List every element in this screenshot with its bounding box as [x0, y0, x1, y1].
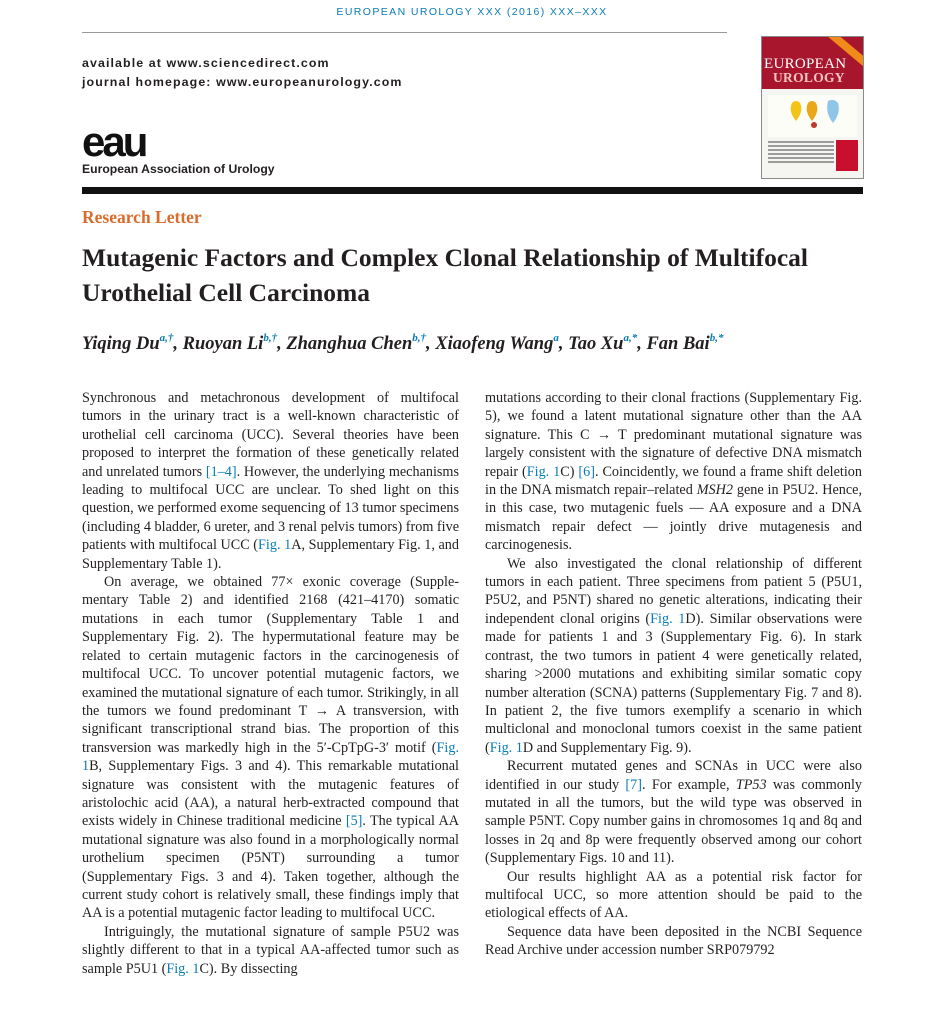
- gene-name-text: TP53: [735, 776, 767, 793]
- association-name: European Association of Urology: [82, 162, 275, 176]
- running-head: EUROPEAN UROLOGY XXX (2016) XXX–XXX: [336, 6, 608, 18]
- author-affiliation-link[interactable]: b,*: [709, 332, 724, 344]
- paragraph-text: On average, we obtained 77× exonic coverage (Supplementary Table 2) and identified 2168 (421–4170) somatic mutations in each tumor (Supplementary Table 1 and Supplementary Fig. 2). The hypermutational feature may be related to certain mutagenic factors in the carcinogenesis of multifocal UCC. To uncover potential mutagenic factors, we examined the mutational signature of each tumor. Strikingly, in all the tumors we found predominant T → A transversion, with significant transcriptional strand bias. The proportion of this transversion was markedly high in the 5′-CpTpG-3′ motif (: [82, 574, 459, 756]
- author-affiliation-link[interactable]: b,†: [263, 332, 278, 344]
- paragraph-text: Recurrent mutated genes and SCNAs in UCC were also identified in our study: [485, 758, 862, 793]
- body-paragraph: [485, 757, 862, 867]
- author-name: Yiqing Du: [82, 334, 160, 354]
- paragraph-text: was commonly mutated in all the tumors, but the wild type was observed in sample P5NT. Copy number gains in chromosomes 1q and 8q and losses in 2q and 8p were frequently observed among our cohort (Supplementary Figs. 10 and 11).: [485, 776, 863, 867]
- author-affiliation-link[interactable]: a,†: [159, 332, 174, 344]
- paragraph-text: C). By dissecting: [199, 960, 298, 977]
- paragraph-text: D and Supplementary Fig. 9).: [522, 739, 692, 756]
- author-separator: ,: [277, 334, 287, 354]
- header-rule: [82, 32, 727, 33]
- cover-banner: [762, 37, 863, 89]
- reference-link[interactable]: Fig. 1: [650, 610, 686, 627]
- paragraph-text: We also investigated the clonal relationship of different tumors in each patient. Three specimens from patient 5 (P5U1, P5U2, and P5NT) shared no genetic alterations, indicating their independent clonal origins (: [485, 555, 862, 627]
- author-separator: ,: [173, 334, 183, 354]
- paragraph-text: gene in P5U2. Hence, in this case, two mutagenic fuels — AA exposure and a DNA mismatch repair defect — jointly drive mutagenesis and carcinogenesis.: [485, 482, 862, 554]
- cover-impact-badge: [836, 140, 858, 171]
- body-paragraph: [485, 555, 862, 757]
- author-name: Zhanghua Chen: [286, 334, 413, 354]
- gene-name-text: MSH2: [696, 482, 733, 499]
- paragraph-text: C): [560, 463, 579, 480]
- author-name: Ruoyan Li: [182, 334, 264, 354]
- author-name: Xiaofeng Wang: [435, 334, 554, 354]
- paragraph-text: Synchronous and metachronous development of multifocal tumors in the urinary tract is a well-known characteristic of urothelial cell carcinoma (UCC). Several theories have been proposed to interpret the formation of these genetically related and unrelated tumors: [82, 390, 459, 480]
- journal-info: [82, 54, 402, 92]
- journal-homepage-link[interactable]: journal homepage: www.europeanurology.com: [82, 75, 403, 89]
- cover-title-line2: UROLOGY: [773, 70, 845, 85]
- author-separator: ,: [558, 334, 569, 354]
- cover-title-line1: EUROPEAN: [764, 56, 847, 72]
- reference-link[interactable]: Fig. 1: [526, 463, 561, 480]
- paragraph-text: Our results highlight AA as a potential risk factor for multifocal UCC, so more attention should be paid to the etiological effects of AA.: [485, 868, 862, 922]
- cover-contents-lines: [768, 141, 834, 165]
- paragraph-text: . Coincidently, we found a frame shift deletion in the DNA mismatch repair–related: [485, 463, 862, 499]
- body-column-right: [485, 389, 862, 960]
- author-separator: ,: [637, 334, 647, 354]
- paragraph-text: A, Supplementary Fig. 1, and Supplementary Table 1).: [82, 537, 459, 572]
- eau-logo: [82, 122, 172, 162]
- cover-title: [764, 57, 846, 85]
- body-column-left: [82, 389, 459, 978]
- paragraph-text: mutations according to their clonal fractions (Supplementary Fig. 5), we found a latent mutational signature other than the AA signature. This C → T predominant mutational signature was largely consistent with the signature of defective DNA mismatch repair (: [485, 390, 862, 480]
- reference-link[interactable]: [1–4]: [205, 463, 237, 480]
- article-type-label: Research Letter: [82, 207, 202, 227]
- body-paragraph: [485, 868, 862, 923]
- body-paragraph: [485, 923, 862, 960]
- reference-link[interactable]: Fig. 1: [489, 739, 523, 756]
- reference-link[interactable]: [7]: [625, 776, 642, 793]
- paragraph-text: D). Similar observations were made for patients 1 and 3 (Supplementary Fig. 6). In stark contrast, the two tumors in patient 4 were genetically related, sharing >2000 mutations and exhibiting similar somatic copy number alteration (SCNA) patterns (Supplementary Fig. 7 and 8). In patient 2, the five tumors exemplify a scenario in which multiclonal and monoclonal tumors coexist in the same patient (: [485, 610, 862, 756]
- author-affiliation-link[interactable]: a,*: [623, 332, 638, 344]
- available-at-link[interactable]: available at www.sciencedirect.com: [82, 56, 330, 70]
- body-paragraph: [82, 389, 459, 573]
- author-affiliation-link[interactable]: a: [553, 332, 559, 344]
- author-separator: ,: [426, 334, 436, 354]
- paragraph-text: Sequence data have been deposited in the NCBI Sequence Read Archive under accession number SRP079792: [485, 923, 862, 959]
- eau-logo-text: eau: [82, 122, 146, 162]
- cover-figure: [768, 95, 857, 137]
- author-list: [82, 334, 723, 355]
- author-name: Fan Bai: [646, 334, 710, 354]
- reference-link[interactable]: Fig. 1: [166, 960, 200, 977]
- paragraph-text: B, Supplementary Figs. 3 and 4). This remarkable mutational signature was consistent with the mutagenic features of aristolochic acid (AA), a natural herb-extracted compound that exists widely in Chinese traditional medicine: [82, 758, 459, 830]
- reference-link[interactable]: Fig. 1: [82, 739, 459, 775]
- paragraph-text: Intriguingly, the mutational signature of sample P5U2 was slightly different to that in a typical AA-affected tumor such as sample P5U1 (: [82, 923, 459, 977]
- reference-link[interactable]: [6]: [578, 463, 595, 480]
- header-thick-rule: [82, 187, 863, 194]
- reference-link[interactable]: Fig. 1: [258, 537, 292, 554]
- paragraph-text: . For example,: [641, 776, 736, 793]
- author-name: Tao Xu: [568, 334, 624, 354]
- paragraph-text: . The typical AA mutational signature was also found in a morphologically normal urothelium specimen (P5NT) surrounding a tumor (Supplementary Figs. 3 and 4). Taken together, although the current study cohort is relatively small, these findings imply that AA is a potential mutagenic factor leading to multifocal UCC.: [82, 813, 460, 922]
- body-paragraph: [82, 923, 459, 978]
- journal-cover-image[interactable]: [761, 36, 864, 179]
- article-title: Mutagenic Factors and Complex Clonal Relationship of Multifocal Urothelial Cell Carcinoma: [82, 243, 809, 307]
- body-paragraph: [485, 389, 862, 555]
- body-paragraph: [82, 573, 459, 923]
- reference-link[interactable]: [5]: [345, 813, 363, 830]
- paragraph-text: . However, the underlying mechanisms leading to multifocal UCC are unclear. To shed light on this question, we performed exome sequencing of 13 tumor specimens (including 4 bladder, 6 ureter, and 3 renal pelvis tumors) from five patients with multifocal UCC (: [82, 463, 459, 554]
- author-affiliation-link[interactable]: b,†: [412, 332, 427, 344]
